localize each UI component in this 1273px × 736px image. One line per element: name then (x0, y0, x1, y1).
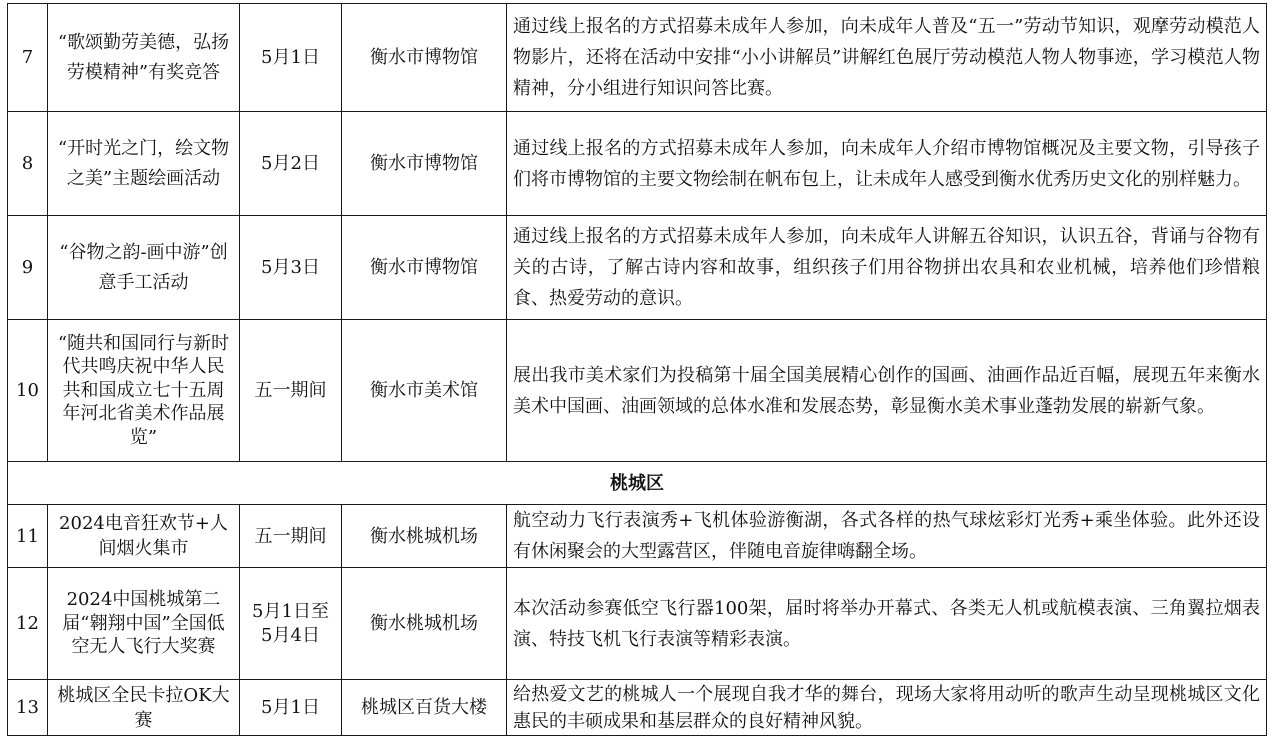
events-table (7, 3, 1267, 736)
event-name: “谷物之韵-画中游”创意手工活动 (48, 216, 240, 320)
table-row (8, 320, 1267, 462)
event-date: 5月2日 (240, 112, 342, 216)
row-number: 9 (8, 216, 48, 320)
row-number: 10 (8, 320, 48, 462)
event-date: 五一期间 (240, 505, 342, 568)
row-number: 7 (8, 4, 48, 112)
event-date: 5月3日 (240, 216, 342, 320)
event-date: 5月1日 (240, 680, 342, 736)
event-date: 5月1日 (240, 4, 342, 112)
table-row (8, 216, 1267, 320)
event-date: 5月1日至5月4日 (240, 568, 342, 680)
event-venue: 衡水市博物馆 (342, 216, 507, 320)
event-name: “开时光之门，绘文物之美”主题绘画活动 (48, 112, 240, 216)
table-row (8, 680, 1267, 736)
section-header-row (8, 462, 1267, 505)
table-row (8, 4, 1267, 112)
event-name: 桃城区全民卡拉OK大赛 (48, 680, 240, 736)
event-description: 给热爱文艺的桃城人一个展现自我才华的舞台，现场大家将用动听的歌声生动呈现桃城区文化惠民的丰硕成果和基层群众的良好精神风貌。 (507, 680, 1267, 736)
event-name: 2024中国桃城第二届“翱翔中国”全国低空无人飞行大奖赛 (48, 568, 240, 680)
event-venue: 衡水市博物馆 (342, 4, 507, 112)
event-description: 展出我市美术家们为投稿第十届全国美展精心创作的国画、油画作品近百幅，展现五年来衡水美术中国画、油画领域的总体水准和发展态势，彰显衡水美术事业蓬勃发展的崭新气象。 (507, 320, 1267, 462)
row-number: 11 (8, 505, 48, 568)
event-venue: 衡水市博物馆 (342, 112, 507, 216)
event-description: 航空动力飞行表演秀+飞机体验游衡湖，各式各样的热气球炫彩灯光秀+乘坐体验。此外还设有休闲聚会的大型露营区，伴随电音旋律嗨翻全场。 (507, 505, 1267, 568)
table-row (8, 112, 1267, 216)
event-description: 本次活动参赛低空飞行器100架，届时将举办开幕式、各类无人机或航模表演、三角翼拉烟表演、特技飞机飞行表演等精彩表演。 (507, 568, 1267, 680)
event-date: 五一期间 (240, 320, 342, 462)
event-name: “歌颂勤劳美德，弘扬劳模精神”有奖竞答 (48, 4, 240, 112)
row-number: 12 (8, 568, 48, 680)
table-row (8, 505, 1267, 568)
event-description: 通过线上报名的方式招募未成年人参加，向未成年人普及“五一”劳动节知识，观摩劳动模范人物影片，还将在活动中安排“小小讲解员”讲解红色展厅劳动模范人物人物事迹，学习模范人物精神，分小组进行知识问答比赛。 (507, 4, 1267, 112)
event-venue: 桃城区百货大楼 (342, 680, 507, 736)
row-number: 8 (8, 112, 48, 216)
event-venue: 衡水桃城机场 (342, 568, 507, 680)
row-number: 13 (8, 680, 48, 736)
event-description: 通过线上报名的方式招募未成年人参加，向未成年人介绍市博物馆概况及主要文物，引导孩子们将市博物馆的主要文物绘制在帆布包上，让未成年人感受到衡水优秀历史文化的别样魅力。 (507, 112, 1267, 216)
event-name: 2024电音狂欢节+人间烟火集市 (48, 505, 240, 568)
event-name: “随共和国同行与新时代共鸣庆祝中华人民共和国成立七十五周年河北省美术作品展览” (48, 320, 240, 462)
event-venue: 衡水桃城机场 (342, 505, 507, 568)
event-venue: 衡水市美术馆 (342, 320, 507, 462)
table-row (8, 568, 1267, 680)
section-title: 桃城区 (8, 462, 1267, 505)
event-description: 通过线上报名的方式招募未成年人参加，向未成年人讲解五谷知识，认识五谷，背诵与谷物有关的古诗，了解古诗内容和故事，组织孩子们用谷物拼出农具和农业机械，培养他们珍惜粮食、热爱劳动的意识。 (507, 216, 1267, 320)
